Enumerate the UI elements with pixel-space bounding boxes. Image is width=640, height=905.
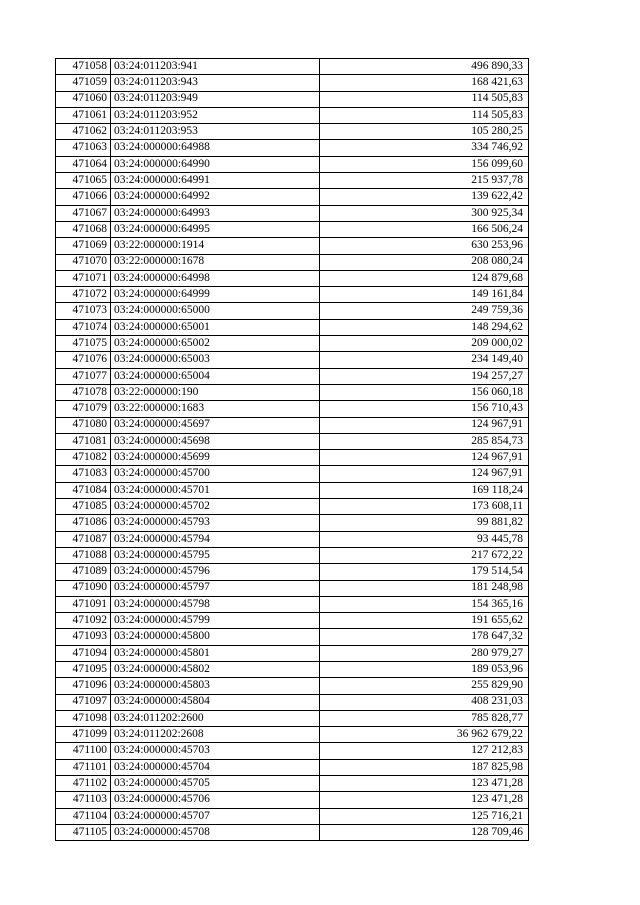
amount-cell: 234 149,40 — [320, 352, 529, 368]
amount-cell: 127 212,83 — [320, 743, 529, 759]
row-id-cell: 471088 — [56, 547, 111, 563]
table-row — [56, 515, 529, 531]
cadastral-number-cell: 03:24:000000:45699 — [111, 450, 320, 466]
row-id-cell: 471073 — [56, 303, 111, 319]
cadastral-number-cell: 03:24:000000:45700 — [111, 466, 320, 482]
row-id-cell: 471103 — [56, 792, 111, 808]
row-id-cell: 471061 — [56, 107, 111, 123]
amount-cell: 249 759,36 — [320, 303, 529, 319]
amount-cell: 156 099,60 — [320, 156, 529, 172]
table-row — [56, 727, 529, 743]
row-id-cell: 471068 — [56, 221, 111, 237]
cadastral-number-cell: 03:24:000000:45701 — [111, 482, 320, 498]
cadastral-number-cell: 03:24:011203:952 — [111, 107, 320, 123]
row-id-cell: 471100 — [56, 743, 111, 759]
row-id-cell: 471069 — [56, 238, 111, 254]
table-row — [56, 417, 529, 433]
row-id-cell: 471077 — [56, 368, 111, 384]
amount-cell: 255 829,90 — [320, 678, 529, 694]
amount-cell: 105 280,25 — [320, 124, 529, 140]
table-row — [56, 91, 529, 107]
table-row — [56, 743, 529, 759]
amount-cell: 181 248,98 — [320, 580, 529, 596]
row-id-cell: 471062 — [56, 124, 111, 140]
row-id-cell: 471086 — [56, 515, 111, 531]
row-id-cell: 471064 — [56, 156, 111, 172]
table-row — [56, 564, 529, 580]
amount-cell: 156 060,18 — [320, 384, 529, 400]
table-row — [56, 156, 529, 172]
table-row — [56, 433, 529, 449]
amount-cell: 408 231,03 — [320, 694, 529, 710]
cadastral-number-cell: 03:24:000000:45708 — [111, 824, 320, 840]
amount-cell: 173 608,11 — [320, 499, 529, 515]
table-row — [56, 596, 529, 612]
table-row — [56, 107, 529, 123]
amount-cell: 139 622,42 — [320, 189, 529, 205]
cadastral-number-cell: 03:24:000000:45697 — [111, 417, 320, 433]
table-row — [56, 173, 529, 189]
cadastral-number-cell: 03:24:000000:45799 — [111, 613, 320, 629]
cadastral-number-cell: 03:22:000000:1683 — [111, 401, 320, 417]
row-id-cell: 471070 — [56, 254, 111, 270]
amount-cell: 124 967,91 — [320, 417, 529, 433]
cadastral-number-cell: 03:24:000000:65001 — [111, 319, 320, 335]
table-body — [56, 59, 529, 841]
row-id-cell: 471084 — [56, 482, 111, 498]
row-id-cell: 471058 — [56, 59, 111, 75]
cadastral-number-cell: 03:24:000000:45798 — [111, 596, 320, 612]
table-row — [56, 75, 529, 91]
cadastral-number-cell: 03:24:000000:45793 — [111, 515, 320, 531]
table-row — [56, 368, 529, 384]
cadastral-number-cell: 03:24:011202:2608 — [111, 727, 320, 743]
row-id-cell: 471079 — [56, 401, 111, 417]
cadastral-number-cell: 03:24:000000:45705 — [111, 776, 320, 792]
row-id-cell: 471095 — [56, 661, 111, 677]
cadastral-number-cell: 03:24:000000:65003 — [111, 352, 320, 368]
cadastral-number-cell: 03:24:000000:64993 — [111, 205, 320, 221]
amount-cell: 785 828,77 — [320, 710, 529, 726]
amount-cell: 191 655,62 — [320, 613, 529, 629]
amount-cell: 128 709,46 — [320, 824, 529, 840]
row-id-cell: 471067 — [56, 205, 111, 221]
amount-cell: 630 253,96 — [320, 238, 529, 254]
row-id-cell: 471104 — [56, 808, 111, 824]
data-table — [55, 58, 529, 841]
table-row — [56, 140, 529, 156]
amount-cell: 189 053,96 — [320, 661, 529, 677]
row-id-cell: 471072 — [56, 287, 111, 303]
table-row — [56, 792, 529, 808]
table-row — [56, 287, 529, 303]
row-id-cell: 471075 — [56, 336, 111, 352]
table-row — [56, 694, 529, 710]
row-id-cell: 471065 — [56, 173, 111, 189]
table-row — [56, 661, 529, 677]
row-id-cell: 471076 — [56, 352, 111, 368]
cadastral-number-cell: 03:24:000000:45704 — [111, 759, 320, 775]
amount-cell: 154 365,16 — [320, 596, 529, 612]
amount-cell: 123 471,28 — [320, 776, 529, 792]
row-id-cell: 471078 — [56, 384, 111, 400]
row-id-cell: 471105 — [56, 824, 111, 840]
cadastral-number-cell: 03:22:000000:1678 — [111, 254, 320, 270]
table-row — [56, 613, 529, 629]
amount-cell: 217 672,22 — [320, 547, 529, 563]
table-row — [56, 221, 529, 237]
cadastral-number-cell: 03:24:000000:45795 — [111, 547, 320, 563]
amount-cell: 124 967,91 — [320, 450, 529, 466]
amount-cell: 114 505,83 — [320, 91, 529, 107]
cadastral-number-cell: 03:24:011203:941 — [111, 59, 320, 75]
amount-cell: 99 881,82 — [320, 515, 529, 531]
row-id-cell: 471101 — [56, 759, 111, 775]
table-row — [56, 808, 529, 824]
cadastral-number-cell: 03:24:000000:64995 — [111, 221, 320, 237]
cadastral-number-cell: 03:24:000000:64999 — [111, 287, 320, 303]
cadastral-number-cell: 03:24:000000:45797 — [111, 580, 320, 596]
table-row — [56, 629, 529, 645]
amount-cell: 168 421,63 — [320, 75, 529, 91]
cadastral-number-cell: 03:24:000000:45801 — [111, 645, 320, 661]
cadastral-number-cell: 03:22:000000:1914 — [111, 238, 320, 254]
table-row — [56, 776, 529, 792]
row-id-cell: 471094 — [56, 645, 111, 661]
row-id-cell: 471098 — [56, 710, 111, 726]
table-row — [56, 547, 529, 563]
cadastral-number-cell: 03:24:000000:45803 — [111, 678, 320, 694]
row-id-cell: 471090 — [56, 580, 111, 596]
table-row — [56, 499, 529, 515]
cadastral-number-cell: 03:24:000000:45698 — [111, 433, 320, 449]
cadastral-number-cell: 03:24:011203:943 — [111, 75, 320, 91]
table-row — [56, 824, 529, 840]
table-row — [56, 759, 529, 775]
cadastral-number-cell: 03:24:000000:45796 — [111, 564, 320, 580]
table-row — [56, 319, 529, 335]
cadastral-number-cell: 03:24:000000:45794 — [111, 531, 320, 547]
row-id-cell: 471063 — [56, 140, 111, 156]
cadastral-number-cell: 03:24:000000:65002 — [111, 336, 320, 352]
table-row — [56, 189, 529, 205]
amount-cell: 124 879,68 — [320, 270, 529, 286]
row-id-cell: 471093 — [56, 629, 111, 645]
table-row — [56, 336, 529, 352]
table-row — [56, 645, 529, 661]
amount-cell: 149 161,84 — [320, 287, 529, 303]
table-row — [56, 466, 529, 482]
amount-cell: 166 506,24 — [320, 221, 529, 237]
amount-cell: 208 080,24 — [320, 254, 529, 270]
amount-cell: 194 257,27 — [320, 368, 529, 384]
table-row — [56, 352, 529, 368]
row-id-cell: 471059 — [56, 75, 111, 91]
table-row — [56, 270, 529, 286]
row-id-cell: 471082 — [56, 450, 111, 466]
cadastral-number-cell: 03:24:011202:2600 — [111, 710, 320, 726]
row-id-cell: 471074 — [56, 319, 111, 335]
row-id-cell: 471102 — [56, 776, 111, 792]
table-row — [56, 710, 529, 726]
amount-cell: 209 000,02 — [320, 336, 529, 352]
amount-cell: 178 647,32 — [320, 629, 529, 645]
cadastral-number-cell: 03:24:000000:64991 — [111, 173, 320, 189]
row-id-cell: 471099 — [56, 727, 111, 743]
cadastral-number-cell: 03:24:000000:65004 — [111, 368, 320, 384]
amount-cell: 156 710,43 — [320, 401, 529, 417]
cadastral-number-cell: 03:24:000000:45703 — [111, 743, 320, 759]
cadastral-number-cell: 03:24:000000:45706 — [111, 792, 320, 808]
amount-cell: 179 514,54 — [320, 564, 529, 580]
cadastral-number-cell: 03:24:000000:64992 — [111, 189, 320, 205]
cadastral-number-cell: 03:24:000000:45707 — [111, 808, 320, 824]
amount-cell: 93 445,78 — [320, 531, 529, 547]
amount-cell: 123 471,28 — [320, 792, 529, 808]
amount-cell: 280 979,27 — [320, 645, 529, 661]
row-id-cell: 471085 — [56, 499, 111, 515]
table-row — [56, 580, 529, 596]
amount-cell: 169 118,24 — [320, 482, 529, 498]
cadastral-number-cell: 03:24:000000:64988 — [111, 140, 320, 156]
row-id-cell: 471080 — [56, 417, 111, 433]
cadastral-number-cell: 03:24:000000:45804 — [111, 694, 320, 710]
row-id-cell: 471091 — [56, 596, 111, 612]
amount-cell: 300 925,34 — [320, 205, 529, 221]
row-id-cell: 471083 — [56, 466, 111, 482]
table-row — [56, 384, 529, 400]
amount-cell: 36 962 679,22 — [320, 727, 529, 743]
cadastral-number-cell: 03:24:000000:45800 — [111, 629, 320, 645]
cadastral-number-cell: 03:24:000000:45702 — [111, 499, 320, 515]
row-id-cell: 471097 — [56, 694, 111, 710]
cadastral-number-cell: 03:24:000000:64998 — [111, 270, 320, 286]
table-row — [56, 59, 529, 75]
table-row — [56, 482, 529, 498]
table-row — [56, 254, 529, 270]
table-row — [56, 401, 529, 417]
row-id-cell: 471071 — [56, 270, 111, 286]
cadastral-number-cell: 03:24:000000:65000 — [111, 303, 320, 319]
amount-cell: 187 825,98 — [320, 759, 529, 775]
table-row — [56, 205, 529, 221]
amount-cell: 114 505,83 — [320, 107, 529, 123]
table-row — [56, 303, 529, 319]
cadastral-number-cell: 03:24:000000:64990 — [111, 156, 320, 172]
row-id-cell: 471092 — [56, 613, 111, 629]
row-id-cell: 471060 — [56, 91, 111, 107]
table-row — [56, 238, 529, 254]
amount-cell: 148 294,62 — [320, 319, 529, 335]
table-row — [56, 531, 529, 547]
row-id-cell: 471081 — [56, 433, 111, 449]
amount-cell: 124 967,91 — [320, 466, 529, 482]
cadastral-number-cell: 03:24:011203:953 — [111, 124, 320, 140]
amount-cell: 334 746,92 — [320, 140, 529, 156]
amount-cell: 215 937,78 — [320, 173, 529, 189]
table-row — [56, 124, 529, 140]
cadastral-number-cell: 03:24:011203:949 — [111, 91, 320, 107]
amount-cell: 285 854,73 — [320, 433, 529, 449]
amount-cell: 496 890,33 — [320, 59, 529, 75]
row-id-cell: 471096 — [56, 678, 111, 694]
row-id-cell: 471066 — [56, 189, 111, 205]
table-row — [56, 450, 529, 466]
amount-cell: 125 716,21 — [320, 808, 529, 824]
table-row — [56, 678, 529, 694]
cadastral-number-cell: 03:24:000000:45802 — [111, 661, 320, 677]
cadastral-number-cell: 03:22:000000:190 — [111, 384, 320, 400]
row-id-cell: 471087 — [56, 531, 111, 547]
row-id-cell: 471089 — [56, 564, 111, 580]
